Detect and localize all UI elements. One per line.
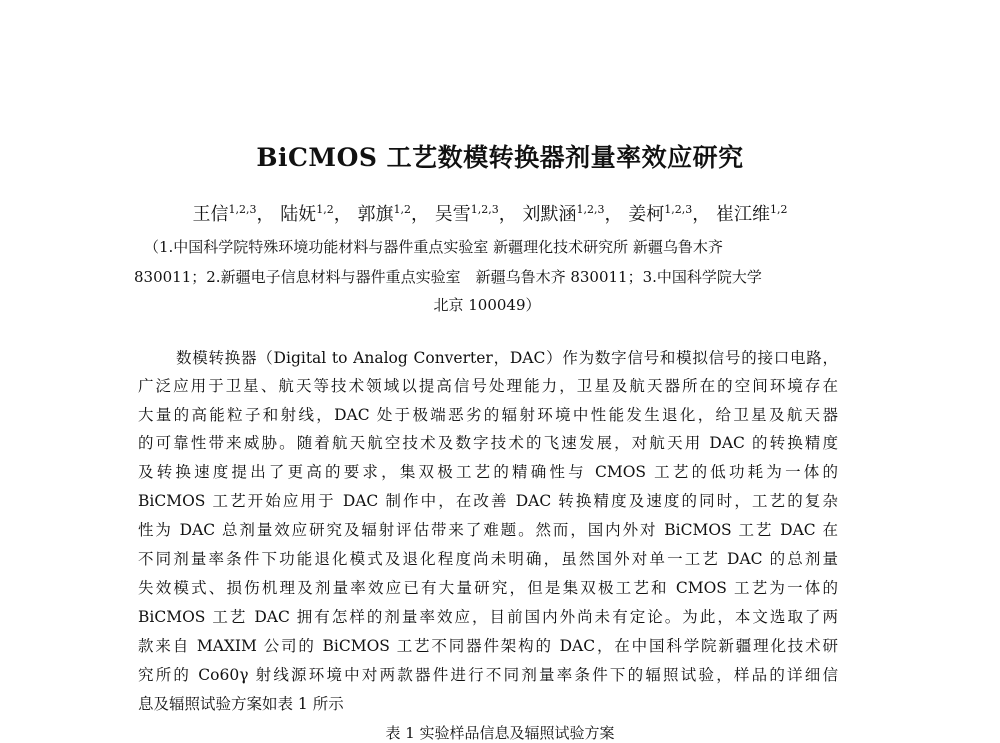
author-name: 郭旗 — [357, 204, 394, 225]
body-text-line: 究所的 Co60γ 射线源环境中对两款器件进行不同剂量率条件下的辐照试验，样品的详细信 — [138, 666, 838, 684]
affiliation-line: （1.中国科学院特殊环境功能材料与器件重点实验室 新疆理化技术研究所 新疆乌鲁木齐 — [144, 238, 723, 256]
author-name: 姜柯 — [628, 204, 665, 225]
author-affiliation-mark: 1,2,3 — [470, 203, 499, 216]
author-affiliation-mark: 1,2 — [316, 203, 334, 216]
paper-title: BiCMOS 工艺数模转换器剂量率效应研究 — [256, 143, 744, 172]
author-affiliation-mark: 1,2 — [769, 203, 788, 216]
author-name: 陆妩 — [280, 204, 317, 225]
body-text-line: BiCMOS 工艺开始应用于 DAC 制作中，在改善 DAC 转换精度及速度的同时，工艺的复杂 — [138, 492, 838, 510]
body-text-line: 性为 DAC 总剂量效应研究及辐射评估带来了难题。然而，国内外对 BiCMOS 工艺 DAC 在 — [138, 521, 838, 539]
affiliation-line: 北京 100049） — [433, 296, 541, 314]
body-text-line: 数模转换器（Digital to Analog Converter，DAC）作为数字信号和模拟信号的接口电路， — [176, 349, 838, 367]
table-caption: 表 1 实验样品信息及辐照试验方案 — [385, 724, 615, 742]
body-text-line: 广泛应用于卫星、航天等技术领域以提高信号处理能力，卫星及航天器所在的空间环境存在 — [138, 377, 838, 395]
body-text-line: 款来自 MAXIM 公司的 BiCMOS 工艺不同器件架构的 DAC，在中国科学院新疆理化技术研 — [138, 637, 838, 655]
author-affiliation-mark: 1,2,3 — [664, 203, 693, 216]
affiliation-line: 830011；2.新疆电子信息材料与器件重点实验室 新疆乌鲁木齐 830011；3.中国科学院大学 — [134, 268, 762, 286]
body-text-line: BiCMOS 工艺 DAC 拥有怎样的剂量率效应，目前国内外尚未有定论。为此，本文选取了两 — [138, 608, 838, 626]
body-text-line: 大量的高能粒子和射线，DAC 处于极端恶劣的辐射环境中性能发生退化，给卫星及航天器 — [138, 406, 838, 424]
author-affiliation-mark: 1,2 — [393, 203, 412, 216]
body-text-line: 失效模式、损伤机理及剂量率效应已有大量研究，但是集双极工艺和 CMOS 工艺为一体的 — [138, 579, 838, 597]
body-text-line: 息及辐照试验方案如表 1 所示 — [138, 695, 344, 713]
body-text-line: 的可靠性带来威胁。随着航天航空技术及数字技术的飞速发展，对航天用 DAC 的转换精度 — [138, 434, 838, 452]
body-text-line: 及转换速度提出了更高的要求，集双极工艺的精确性与 CMOS 工艺的低功耗为一体的 — [138, 463, 838, 481]
author-affiliation-mark: 1,2,3 — [228, 203, 257, 216]
author-affiliation-mark: 1,2,3 — [576, 203, 605, 216]
author-line: 王信$^{1,2,3}$， 陆妩$^{1,2}$， 郭旗$^{1,2}$， 吴雪$^{1,2,3}$， 刘默涵$^{1,2,3}$， 姜柯$^{1,2,3}$， 崔江维$^{1,2}$ — [192, 203, 788, 225]
body-text-line: 不同剂量率条件下功能退化模式及退化程度尚未明确，虽然国外对单一工艺 DAC 的总剂量 — [138, 550, 838, 568]
author-name: 刘默涵 — [522, 204, 577, 225]
author-name: 吴雪 — [434, 204, 471, 225]
author-name: 王信 — [192, 204, 229, 225]
author-name: 崔江维 — [715, 204, 770, 225]
